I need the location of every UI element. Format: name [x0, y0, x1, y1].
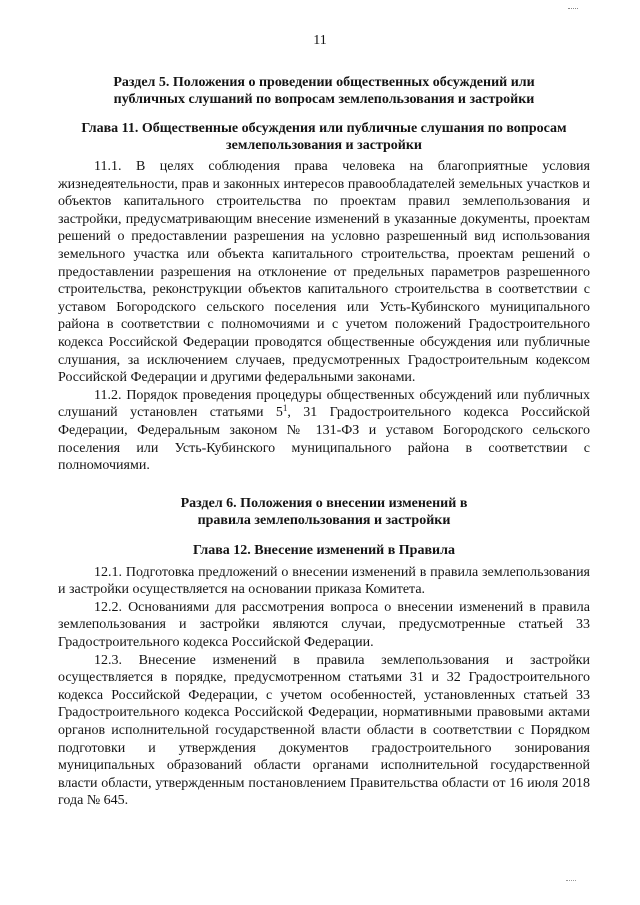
- scan-artifact-bottom: [566, 876, 576, 881]
- chapter-11-title: [58, 120, 590, 154]
- section-5-title-line2: публичных слушаний по вопросам землепользования и застройки: [113, 92, 535, 107]
- paragraph-11-2-text-start: 11.2. Порядок проведения процедуры общественных обсуждений или публичных слушаний установлен статьями 5: [58, 387, 590, 421]
- scan-artifact-top: [568, 4, 578, 9]
- paragraph-12-3: 12.3. Внесение изменений в правила землепользования и застройки осуществляется в порядке, предусмотренном статьями 31 и 32 Градостроительного кодекса Российской Федерации, с учетом особенностей, установленных статьей 33 Градостроительного кодекса Российской Федерации, нормативными правовыми актами органов исполнительной государственной власти области в соответствии с Порядком подготовки и утверждения документов градостроительного зонирования муниципальных образований области органами исполнительной государственной власти области, утвержденным постановлением Правительства области от 16 июля 2018 года № 645.: [58, 652, 590, 809]
- page-number: 11: [313, 33, 327, 48]
- chapter-12-title: Глава 12. Внесение изменений в Правила: [193, 542, 455, 558]
- document-body: [58, 74, 590, 810]
- section-6-title-line1: Раздел 6. Положения о внесении изменений в: [180, 495, 468, 511]
- paragraph-12-1: 12.1. Подготовка предложений о внесении изменений в правила землепользования и застройки осуществляется на основании приказа Комитета.: [58, 564, 590, 598]
- section-6-title-line2: правила землепользования и застройки: [197, 512, 451, 528]
- section-5-title-line1: Раздел 5. Положения о проведении общественных обсуждений или: [113, 75, 535, 90]
- paragraph-12-2: 12.2. Основаниями для рассмотрения вопроса о внесении изменений в правила землепользования и застройки являются случаи, предусмотренные статьей 33 Градостроительного кодекса Российской Федерации.: [58, 599, 590, 651]
- section-5-title: [58, 74, 590, 108]
- paragraph-11-2-text-end: , 31 Градостроительного кодекса Российской Федерации, Федеральным законом № 131-ФЗ и уставом Богородского сельского поселения или Усть-Кубинского муниципального района в соответствии с полномочиями.: [58, 405, 590, 474]
- paragraph-11-1: 11.1. В целях соблюдения права человека на благоприятные условия жизнедеятельности, прав и законных интересов правообладателей земельных участков и объектов капитального строительства по проектам правил землепользования и застройки, предусматривающим внесение изменений в указанные документы, проектам решений о предоставлении разрешения на условно разрешенный вид использования земельного участка или объекта капитального строительства, проектам решений о предоставлении разрешения на отклонение от предельных параметров разрешенного строительства, реконструкции объектов капитального строительства в соответствии с уставом Богородского сельского поселения или Усть-Кубинского муниципального района в соответствии с полномочиями и с учетом положений Градостроительного кодекса Российской Федерации проводятся общественные обсуждения или публичные слушания, за исключением случаев, предусмотренных Градостроительным кодексом Российской Федерации и другими федеральными законами.: [58, 159, 590, 386]
- chapter-11-title-line1: Глава 11. Общественные обсуждения или публичные слушания по вопросам: [81, 121, 567, 136]
- paragraph-11-2: [58, 387, 590, 475]
- article-superscript: 1: [282, 403, 288, 414]
- chapter-11-title-line2: землепользования и застройки: [226, 138, 422, 153]
- section-6-title: [58, 495, 590, 529]
